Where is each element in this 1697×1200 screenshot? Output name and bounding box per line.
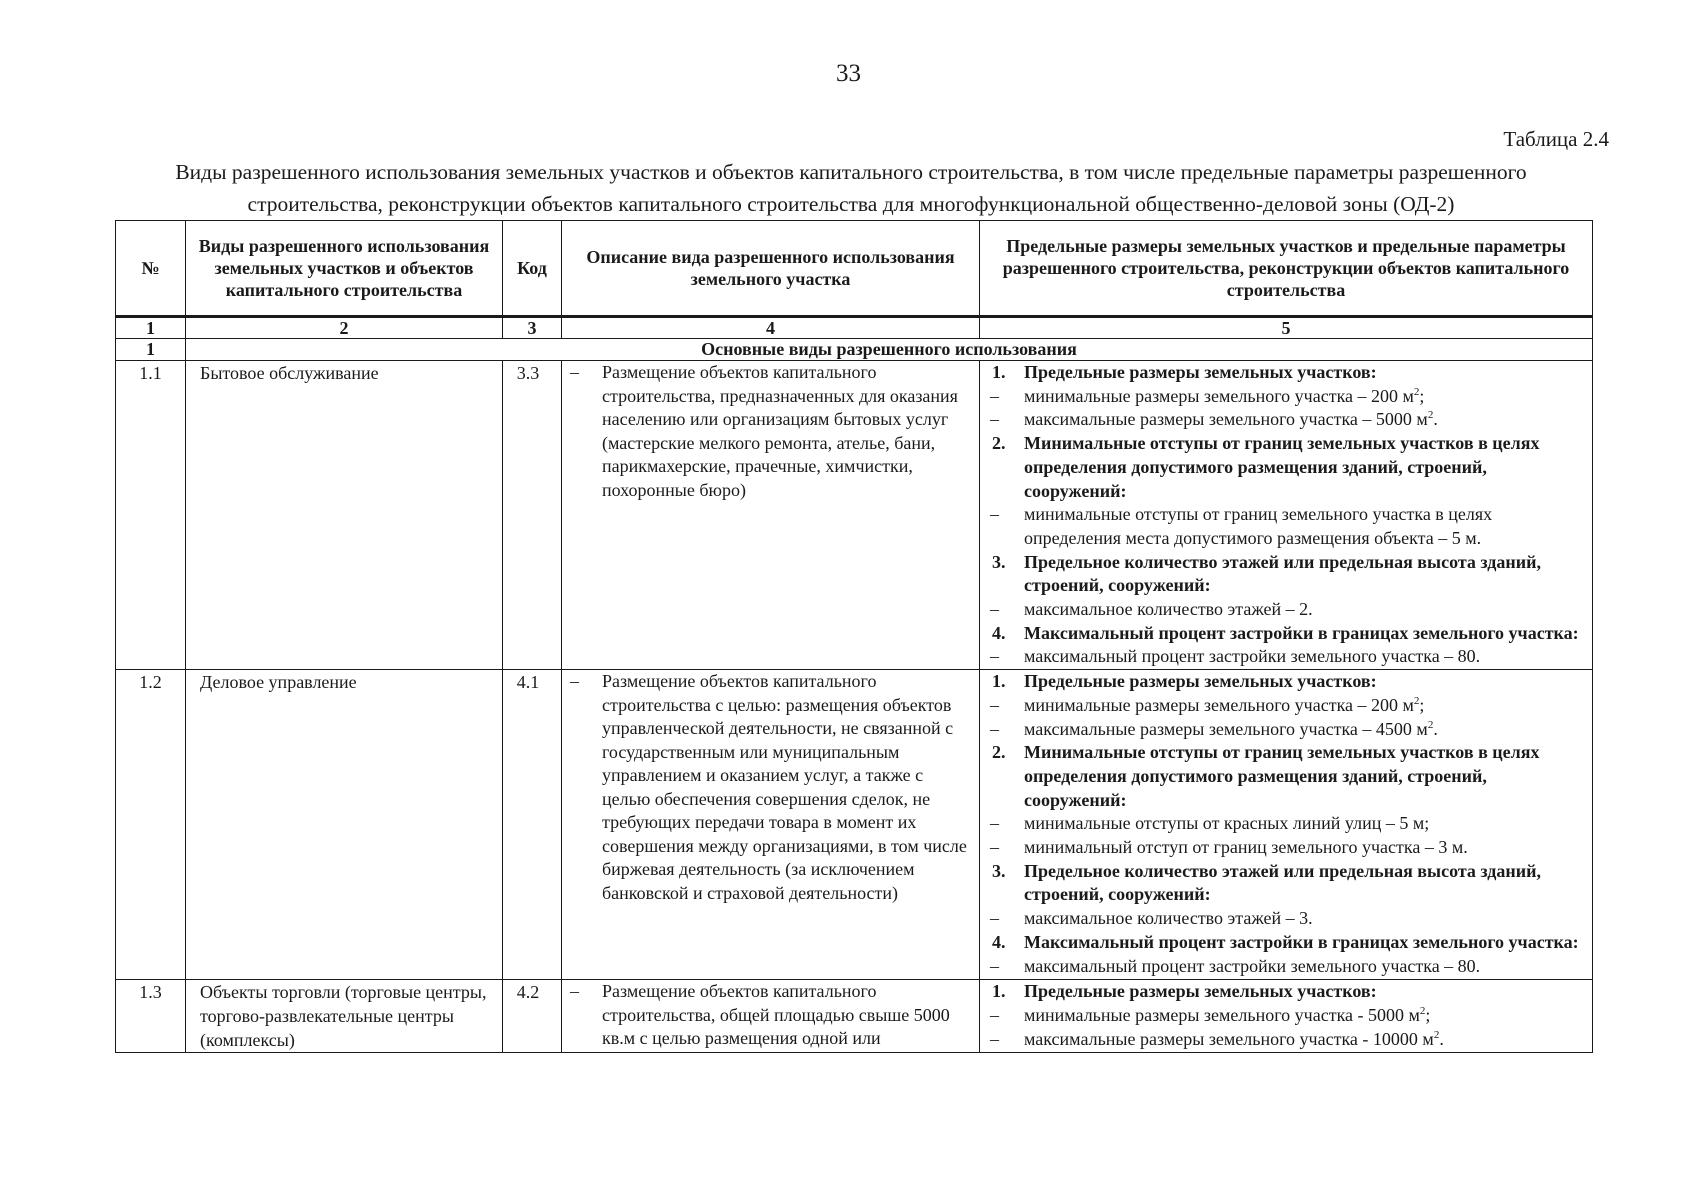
param-marker: – <box>990 504 999 525</box>
dash-marker: – <box>570 671 579 692</box>
param-marker: – <box>990 694 999 715</box>
param-text-wrap <box>1024 860 1588 907</box>
param-text: Предельные размеры земельных участков: <box>1024 981 1377 1002</box>
param-text-wrap <box>1024 907 1313 931</box>
param-marker: 1. <box>992 671 1006 692</box>
unit-superscript: 2 <box>1427 409 1434 422</box>
land-use-name: Объекты торговли (торговые центры, торгово-развлекательные центры (комплексы) <box>186 980 503 1053</box>
param-item <box>986 718 1588 742</box>
column-numbers-row <box>116 317 1593 339</box>
description-text: Размещение объектов капитального строительства с целью: размещения объектов управленческой деятельности, не связанной с государственным или муниципальным управлением и оказанием услуг, а также с целью обеспечения совершения сделок, не требующих передачи товара в момент их совершения между организациями, в том числе биржевая деятельность (за исключением банковской и страховой деятельности) <box>602 671 967 903</box>
unit-superscript: 2 <box>1413 385 1420 398</box>
header-kind: Виды разрешенного использования земельных участков и объектов капитального строительства <box>186 221 503 317</box>
header-code: Код <box>503 221 562 317</box>
param-text: максимальное количество этажей – 2. <box>1024 599 1313 620</box>
param-text: Предельные размеры земельных участков: <box>1024 362 1377 382</box>
param-text: минимальные размеры земельного участка - 5000 м <box>1024 1004 1420 1025</box>
param-heading <box>986 741 1588 812</box>
param-text: Предельное количество этажей или предельная высота зданий, строений, сооружений: <box>1024 860 1542 905</box>
param-item <box>986 598 1588 622</box>
param-marker: 4. <box>992 931 1006 952</box>
param-marker: – <box>990 718 999 739</box>
column-number: 1 <box>116 317 186 339</box>
param-marker: – <box>990 1004 999 1025</box>
param-marker: – <box>990 599 999 620</box>
unit-superscript: 2 <box>1427 718 1434 731</box>
param-marker: – <box>990 409 999 430</box>
param-heading <box>986 551 1588 598</box>
description-cell <box>562 361 980 670</box>
header-num: № <box>116 221 186 317</box>
param-text-wrap <box>1024 836 1468 860</box>
param-tail: . <box>1433 718 1438 739</box>
param-text: минимальные отступы от красных линий улиц – 5 м; <box>1024 813 1430 834</box>
param-marker: – <box>990 385 999 406</box>
row-number: 1.1 <box>116 361 186 670</box>
param-text-wrap <box>1024 598 1313 622</box>
param-text-wrap <box>1024 432 1588 503</box>
header-params: Предельные размеры земельных участков и предельные параметры разрешенного строительства, реконструкции объектов капитального строительства <box>980 221 1593 317</box>
param-text-wrap <box>1024 741 1588 812</box>
land-use-name: Бытовое обслуживание <box>186 361 503 670</box>
param-marker: 4. <box>992 622 1006 643</box>
param-text: Предельные размеры земельных участков: <box>1024 671 1377 692</box>
param-tail: . <box>1439 1028 1444 1049</box>
param-text-wrap <box>1024 645 1480 669</box>
param-text-wrap <box>1024 1028 1444 1052</box>
param-item <box>986 836 1588 860</box>
unit-superscript: 2 <box>1419 1004 1426 1017</box>
param-item <box>986 645 1588 669</box>
param-marker: – <box>990 646 999 667</box>
param-text-wrap <box>1024 812 1429 836</box>
param-text: минимальные размеры земельного участка – 200 м <box>1024 694 1414 715</box>
param-text-wrap <box>1024 694 1424 718</box>
param-marker: – <box>990 813 999 834</box>
param-heading <box>986 432 1588 503</box>
param-text: Минимальные отступы от границ земельных участков в целях определения допустимого размещения зданий, строений, сооружений: <box>1024 742 1540 810</box>
param-item <box>986 408 1588 432</box>
section-row <box>116 339 1593 361</box>
param-text: максимальные размеры земельного участка – 5000 м <box>1024 409 1428 430</box>
param-marker: – <box>990 837 999 858</box>
param-text: Максимальный процент застройки в границах земельного участка: <box>1024 931 1579 952</box>
column-number: 3 <box>503 317 562 339</box>
params-cell <box>980 361 1593 670</box>
param-text-wrap <box>1024 1004 1430 1028</box>
land-use-code: 4.2 <box>503 980 562 1053</box>
page-number: 33 <box>836 60 861 87</box>
param-heading <box>986 361 1588 385</box>
section-num: 1 <box>116 339 186 361</box>
param-tail: ; <box>1419 385 1425 406</box>
param-marker: 1. <box>992 981 1006 1002</box>
description-cell <box>562 670 980 980</box>
table-label: Таблица 2.4 <box>1503 127 1609 151</box>
param-tail: . <box>1433 409 1438 430</box>
table-row <box>116 361 1593 670</box>
param-item <box>986 694 1588 718</box>
description-text: Размещение объектов капитального строительства, предназначенных для оказания населению или организациям бытовых услуг (мастерские мелкого ремонта, ателье, бани, парикмахерские, прачечные, химчистки, похоронные бюро) <box>602 362 958 500</box>
param-text: Максимальный процент застройки в границах земельного участка: <box>1024 622 1579 643</box>
dash-marker: – <box>570 362 579 382</box>
param-text-wrap <box>1024 718 1438 742</box>
description-text: Размещение объектов капитального строительства, общей площадью свыше 5000 кв.м с целью размещения одной или <box>602 981 950 1049</box>
param-marker: – <box>990 955 999 976</box>
param-text-wrap <box>1024 361 1377 385</box>
header-row <box>116 221 1593 317</box>
param-text: максимальные размеры земельного участка – 4500 м <box>1024 718 1428 739</box>
param-text-wrap <box>1024 955 1480 979</box>
row-number: 1.2 <box>116 670 186 980</box>
table-caption: Виды разрешенного использования земельных участков и объектов капитального строительства, в том числе предельные параметры разрешенного строительства, реконструкции объектов капитального строительства для многофункциональной общественно-деловой зоны (ОД-2) <box>175 160 1527 216</box>
param-text: максимальные размеры земельного участка - 10000 м <box>1024 1028 1434 1049</box>
param-heading <box>986 980 1588 1004</box>
header-description: Описание вида разрешенного использования земельного участка <box>562 221 980 317</box>
column-number: 2 <box>186 317 503 339</box>
param-text: максимальный процент застройки земельного участка – 80. <box>1024 955 1481 976</box>
param-text-wrap <box>1024 622 1579 646</box>
param-heading <box>986 670 1588 694</box>
param-marker: 3. <box>992 551 1006 572</box>
param-text-wrap <box>1024 503 1588 550</box>
land-use-code: 4.1 <box>503 670 562 980</box>
param-marker: 3. <box>992 860 1006 881</box>
param-item <box>986 812 1588 836</box>
param-item <box>986 503 1588 550</box>
param-text: минимальный отступ от границ земельного участка – 3 м. <box>1024 837 1468 858</box>
column-number: 5 <box>980 317 1593 339</box>
table-row <box>116 670 1593 980</box>
param-marker: – <box>990 908 999 929</box>
param-text: максимальное количество этажей – 3. <box>1024 908 1313 929</box>
param-text-wrap <box>1024 408 1438 432</box>
column-number: 4 <box>562 317 980 339</box>
dash-marker: – <box>570 981 579 1002</box>
param-text-wrap <box>1024 385 1424 409</box>
param-text-wrap <box>1024 931 1579 955</box>
param-text-wrap <box>1024 670 1377 694</box>
land-use-name: Деловое управление <box>186 670 503 980</box>
unit-superscript: 2 <box>1413 694 1420 707</box>
param-text: Минимальные отступы от границ земельных участков в целях определения допустимого размещения зданий, строений, сооружений: <box>1024 433 1540 501</box>
param-item <box>986 385 1588 409</box>
param-marker: 2. <box>992 742 1006 763</box>
param-marker: – <box>990 1028 999 1049</box>
param-marker: 1. <box>992 362 1006 382</box>
row-number: 1.3 <box>116 980 186 1053</box>
param-text: минимальные отступы от границ земельного участка в целях определения места допустимого размещения объекта – 5 м. <box>1024 504 1493 548</box>
param-heading <box>986 622 1588 646</box>
param-heading <box>986 860 1588 907</box>
param-text: Предельное количество этажей или предельная высота зданий, строений, сооружений: <box>1024 551 1542 596</box>
param-item <box>986 907 1588 931</box>
param-text-wrap <box>1024 551 1588 598</box>
land-use-code: 3.3 <box>503 361 562 670</box>
param-tail: ; <box>1419 694 1425 715</box>
param-item <box>986 1028 1588 1052</box>
params-cell <box>980 980 1593 1053</box>
param-item <box>986 1004 1588 1028</box>
section-title: Основные виды разрешенного использования <box>186 339 1593 361</box>
param-item <box>986 955 1588 979</box>
description-cell <box>562 980 980 1053</box>
param-heading <box>986 931 1588 955</box>
param-tail: ; <box>1425 1004 1431 1025</box>
param-text: максимальный процент застройки земельного участка – 80. <box>1024 646 1481 667</box>
table-row <box>116 980 1593 1053</box>
land-use-table <box>115 220 1593 1053</box>
param-marker: 2. <box>992 433 1006 454</box>
unit-superscript: 2 <box>1433 1028 1440 1041</box>
params-cell <box>980 670 1593 980</box>
param-text-wrap <box>1024 980 1377 1004</box>
param-text: минимальные размеры земельного участка – 200 м <box>1024 385 1414 406</box>
